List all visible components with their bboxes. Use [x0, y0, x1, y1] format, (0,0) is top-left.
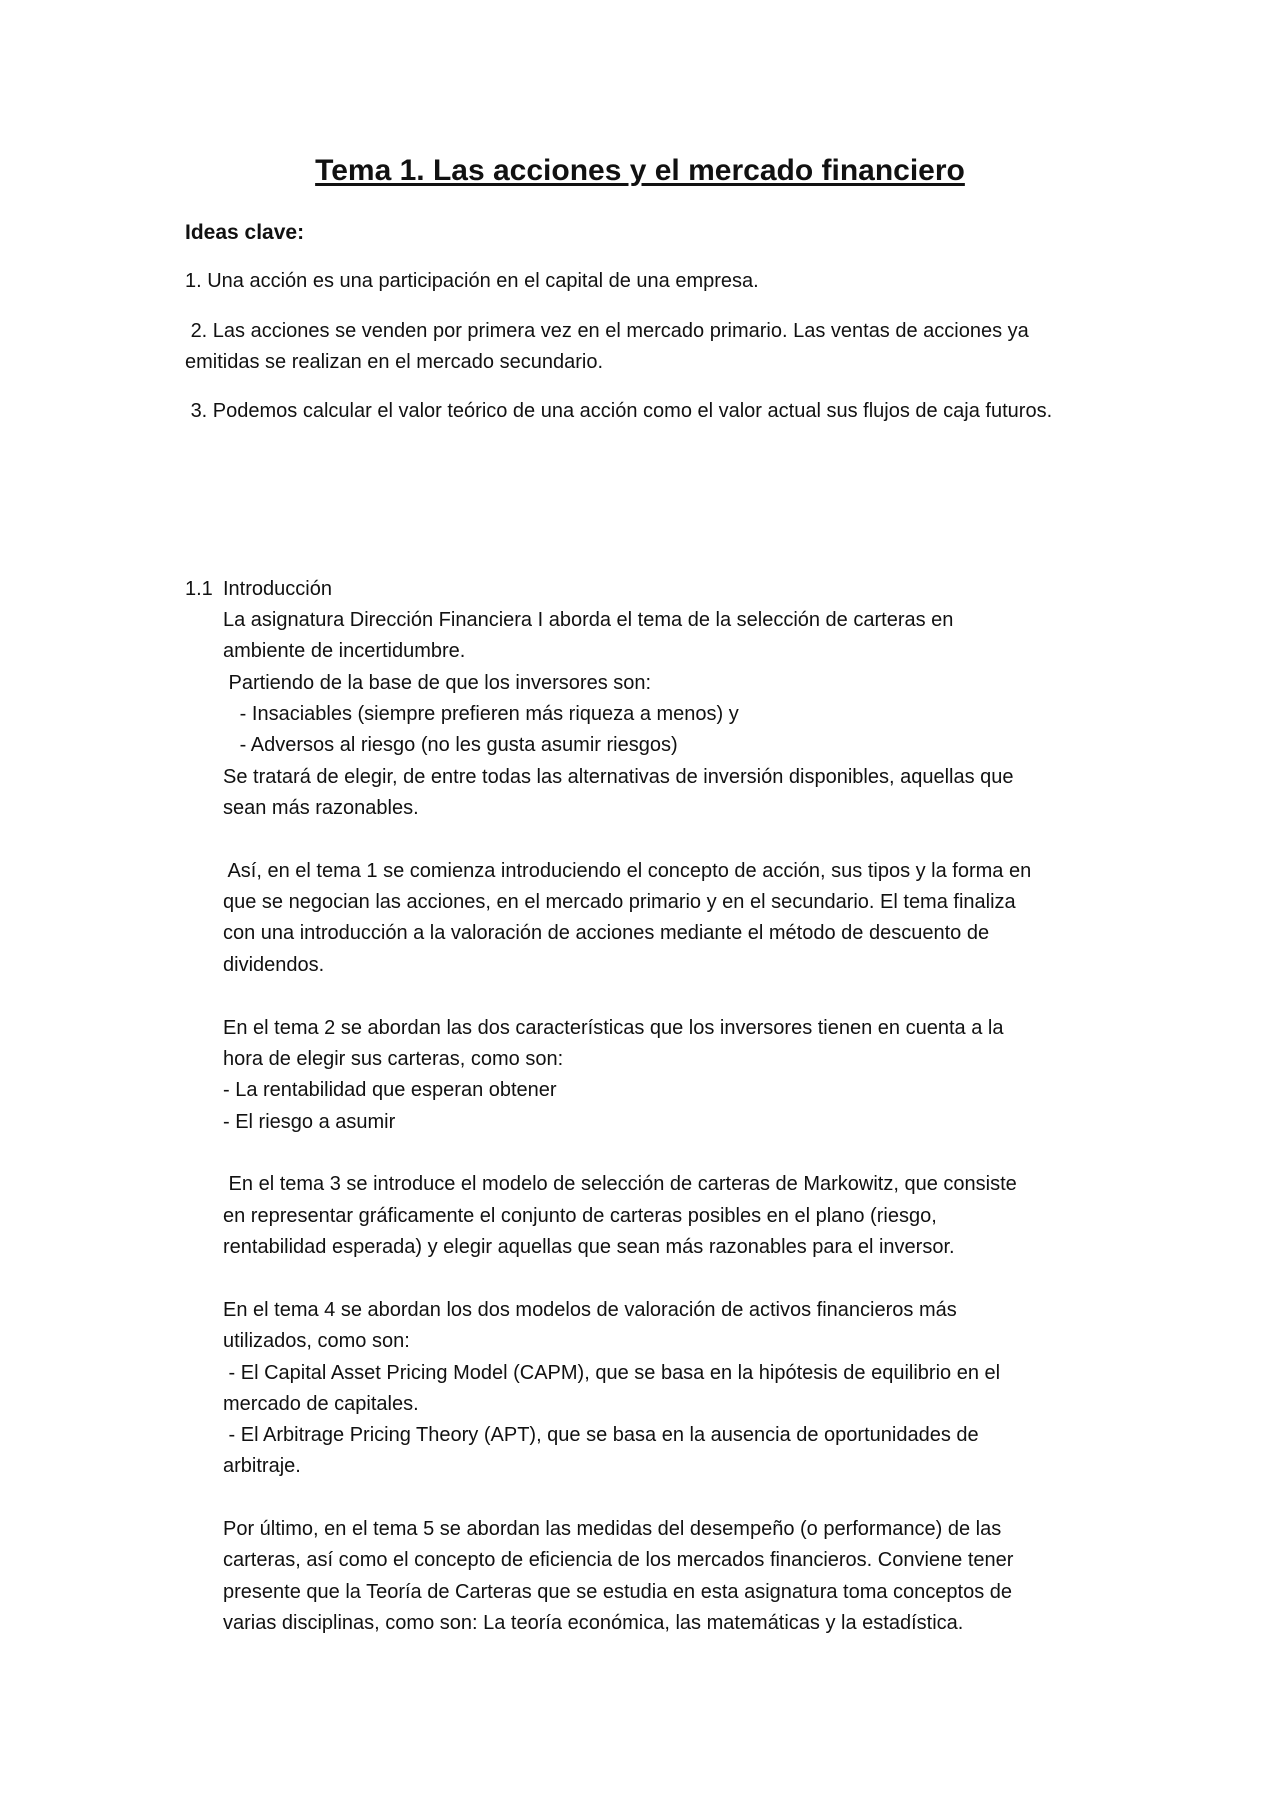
body-line: utilizados, como son:	[223, 1330, 410, 1352]
body-line: - Insaciables (siempre prefieren más riqueza a menos) y	[223, 703, 739, 725]
body-line: En el tema 4 se abordan los dos modelos de valoración de activos financieros más	[223, 1299, 957, 1321]
body-line: arbitraje.	[223, 1455, 301, 1477]
body-line: ambiente de incertidumbre.	[223, 640, 466, 662]
section-title: Introducción	[223, 578, 332, 600]
document-title: Tema 1. Las acciones y el mercado financiero	[315, 154, 965, 187]
body-line: - Adversos al riesgo (no les gusta asumir riesgos)	[223, 734, 678, 756]
body-line: rentabilidad esperada) y elegir aquellas que sean más razonables para el inversor.	[223, 1236, 955, 1258]
body-line: sean más razonables.	[223, 797, 419, 819]
body-line: - El riesgo a asumir	[223, 1111, 396, 1133]
section-number: 1.1	[185, 578, 213, 600]
ideas-heading: Ideas clave:	[185, 221, 305, 244]
body-line: La asignatura Dirección Financiera I aborda el tema de la selección de carteras en	[223, 609, 954, 631]
body-line: que se negocian las acciones, en el mercado primario y en el secundario. El tema finaliza	[223, 891, 1016, 913]
body-line: - El Arbitrage Pricing Theory (APT), que se basa en la ausencia de oportunidades de	[223, 1424, 979, 1446]
body-line: varias disciplinas, como son: La teoría económica, las matemáticas y la estadística.	[223, 1612, 964, 1634]
body-line: Se tratará de elegir, de entre todas las alternativas de inversión disponibles, aquellas que	[223, 766, 1014, 788]
body-line: hora de elegir sus carteras, como son:	[223, 1048, 564, 1070]
body-line: - El Capital Asset Pricing Model (CAPM), que se basa en la hipótesis de equilibrio en el	[223, 1362, 1001, 1384]
idea-3: 3. Podemos calcular el valor teórico de una acción como el valor actual sus flujos de caja futuros.	[185, 400, 1053, 422]
body-line: dividendos.	[223, 954, 325, 976]
body-line: En el tema 2 se abordan las dos características que los inversores tienen en cuenta a la	[223, 1017, 1004, 1039]
body-line: mercado de capitales.	[223, 1393, 419, 1415]
idea-1: 1. Una acción es una participación en el capital de una empresa.	[185, 270, 759, 292]
body-line: con una introducción a la valoración de acciones mediante el método de descuento de	[223, 922, 990, 944]
body-line: en representar gráficamente el conjunto de carteras posibles en el plano (riesgo,	[223, 1205, 937, 1227]
body-line: presente que la Teoría de Carteras que se estudia en esta asignatura toma conceptos de	[223, 1581, 1013, 1603]
body-line: En el tema 3 se introduce el modelo de selección de carteras de Markowitz, que consiste	[223, 1173, 1017, 1195]
body-line: Partiendo de la base de que los inversores son:	[223, 672, 652, 694]
body-line: Por último, en el tema 5 se abordan las medidas del desempeño (o performance) de las	[223, 1518, 1002, 1540]
idea-2: 2. Las acciones se venden por primera vez en el mercado primario. Las ventas de acciones ya emitidas se realizan en el mercado secundario.	[185, 320, 1035, 373]
body-line: Así, en el tema 1 se comienza introduciendo el concepto de acción, sus tipos y la forma en	[223, 860, 1032, 882]
body-line: carteras, así como el concepto de eficiencia de los mercados financieros. Conviene tener	[223, 1549, 1014, 1571]
body-line: - La rentabilidad que esperan obtener	[223, 1079, 557, 1101]
